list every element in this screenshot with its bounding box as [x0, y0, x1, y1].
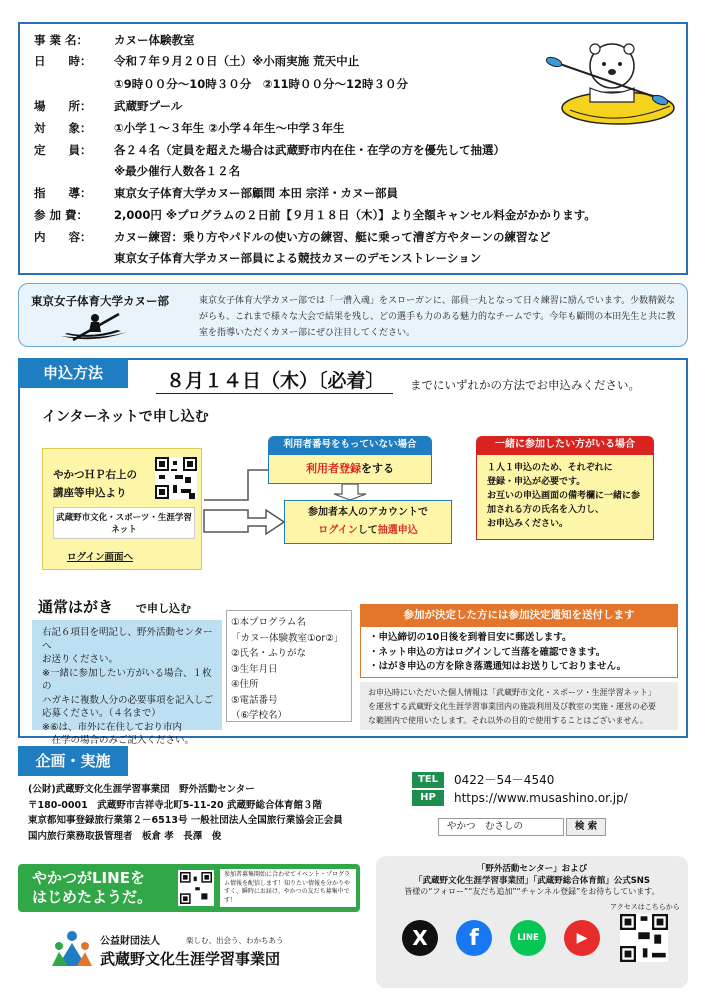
notice-line: ・ネット申込の方はログインして当落を確認できます。: [369, 646, 606, 658]
club-box: [18, 283, 688, 347]
line-banner-line2: はじめたようだ。: [32, 888, 153, 906]
privacy-line: を運営する武蔵野文化生涯学習事業団内の施設利用及び教室の実施・運営の必要: [368, 702, 656, 711]
deadline: ８月１４日（木）〔必着〕: [156, 366, 393, 394]
info-label: 指 導：: [34, 186, 92, 200]
postcard-line: ハガキに複数人分の必要事項を記入しご: [42, 694, 214, 706]
register-red: 利用者登録: [306, 462, 361, 475]
together-header: 一緒に参加したい方がいる場合: [476, 436, 654, 454]
notice-line: ・申込締切の10日後を到着目安に郵送します。: [369, 632, 572, 643]
no-id-header: 利用者番号をもっていない場合: [268, 436, 432, 454]
club-title: 東京女子体育大学カヌー部: [31, 294, 169, 308]
register-box: [268, 454, 432, 484]
privacy-line: な範囲内で使用いたします。それ以外の目的で使用することはございません。: [368, 716, 648, 725]
list-item: ④住所: [231, 679, 259, 690]
internet-heading: インターネットで申し込む: [42, 409, 209, 425]
sns-qr-code-icon[interactable]: [620, 914, 668, 962]
line-banner-line1: やかつがLINEを: [32, 869, 145, 887]
info-value: 2,000円 ※プログラムの２日前【９月１８日（木）】より全額キャンセル料金がかかります。: [114, 208, 596, 222]
info-label: 事 業 名：: [34, 33, 89, 47]
sns-line2: 「武蔵野文化生涯学習事業団」「武蔵野総合体育館」公式SNS: [413, 876, 651, 886]
info-label: 参 加 費：: [34, 208, 89, 222]
postcard-instructions: [32, 620, 222, 746]
postcard-line: お送りください。: [42, 654, 119, 665]
sns-line1: 「野外活動センター」および: [476, 864, 588, 874]
info-label: 対 象：: [34, 121, 92, 135]
apply-section-tag: 申込方法: [18, 358, 128, 388]
line-qr-code-icon[interactable]: [178, 870, 214, 906]
org-line: 東京都知事登録旅行業第２－6513号 一般社団法人全国旅行業協会正会員: [28, 815, 343, 826]
info-value: ①小学１～３年生 ②小学４年生～中学３年生: [114, 121, 345, 135]
postcard-line: ※⑥は、市外に在住しており市内: [42, 721, 182, 733]
postcard-suffix: で申し込む: [136, 602, 191, 615]
info-row: [34, 53, 359, 69]
list-item: 「カヌー体験教室①or②」: [231, 632, 344, 644]
foundation-label: 公益財団法人: [100, 936, 160, 947]
info-value: 令和７年９月２０日（土）※小雨実施 荒天中止: [114, 54, 360, 68]
together-line: １人１申込のため、それぞれに: [487, 463, 613, 473]
hp-tag: HP: [412, 790, 444, 806]
notice-box: [360, 626, 678, 678]
info-row: [34, 250, 481, 266]
login-red: ログイン: [318, 525, 358, 536]
facebook-icon[interactable]: f: [456, 920, 492, 956]
info-row: [34, 142, 505, 158]
list-item: ①本プログラム名: [231, 617, 306, 628]
info-value: 武蔵野プール: [114, 99, 183, 113]
info-row: [34, 185, 398, 201]
line-banner-text: [32, 869, 152, 907]
org-line: 〒180-0001 武蔵野市吉祥寺北町5-11-20 武蔵野総合体育館３階: [28, 799, 322, 811]
yakatsu-line1: やかつＨＰ右上の: [53, 469, 137, 481]
youtube-icon[interactable]: ▶: [564, 920, 600, 956]
info-row: [34, 98, 182, 114]
postcard-line: 在学の場合のみご記入ください。: [42, 735, 195, 746]
postcard-line: 応募ください。（４名まで）: [42, 708, 161, 719]
register-rest: をする: [361, 462, 394, 475]
privacy-notice: [360, 682, 678, 730]
info-value: ※最少催行人数各１２名: [114, 164, 241, 178]
login-apply-box: [284, 500, 452, 544]
foundation-logo-icon: [50, 928, 94, 968]
org-line: 国内旅行業務取扱管理者 板倉 孝 長澤 俊: [28, 830, 222, 842]
application-box: [18, 358, 688, 746]
login-mid: して: [357, 525, 378, 536]
yakatsu-hp-box: [42, 448, 202, 570]
info-label: 日 時：: [34, 54, 92, 68]
tel-tag: TEL: [412, 772, 444, 788]
postcard-line: ※一緒に参加したい方がいる場合、１枚の: [42, 667, 212, 692]
info-value: 東京女子体育大学カヌー部顧問 本田 宗洋・カヌー部員: [114, 186, 399, 200]
info-value: カヌー練習：乗り方やパドルの使い方の練習、艇に乗って漕ぎ方やターンの練習など: [114, 230, 551, 244]
list-item: ⑤電話番号: [231, 694, 278, 706]
info-row: [34, 229, 551, 245]
lottery-red: 抽選申込: [377, 525, 418, 536]
info-value: 東京女子体育大学カヌー部員による競技カヌーのデモンストレーション: [114, 251, 482, 265]
club-description: 東京女子体育大学カヌー部では「一漕入魂」をスローガンに、部員一丸となって日々練習に励んでいます。少数精鋭ながらも、これまで様々な大会で結果を残し、どの選手も力のある魅力的なチームです。今年も顧問の本田先生と共に教室を指導いただくカヌー部にぜひ注目してください。: [199, 296, 676, 338]
org-info: [28, 782, 343, 844]
info-row: [34, 120, 344, 136]
list-item: ③生年月日: [231, 663, 278, 675]
together-line: 加される方の氏名を入力し、: [487, 505, 605, 515]
together-line: お申込みください。: [487, 519, 569, 529]
notice-line: ・はがき申込の方を除き落選通知はお送りしておりません。: [369, 661, 627, 672]
postcard-heading: 通常はがき: [38, 598, 114, 616]
postcard-items-list: [226, 610, 352, 722]
otter-kayak-illustration: [540, 32, 680, 132]
line-icon[interactable]: LINE: [510, 920, 546, 956]
info-label: 定 員：: [34, 143, 92, 157]
notice-header: 参加が決定した方には参加決定通知を送付します: [360, 604, 678, 626]
together-line: 登録・申込が必要です。: [487, 477, 586, 487]
sns-box: [376, 856, 688, 988]
search-input[interactable]: やかつ むさしの: [438, 818, 564, 836]
list-item: ②氏名・ふりがな: [231, 648, 307, 659]
privacy-line: お申込時にいただいた個人情報は「武蔵野市文化・スポーツ・生涯学習ネット」: [368, 688, 656, 697]
sns-access-label: アクセスはこちらから: [610, 903, 680, 911]
login-link[interactable]: ログイン画面へ: [67, 552, 134, 563]
phone-number: 0422－54－4540: [454, 773, 555, 787]
info-row: [34, 76, 408, 92]
line-description: 参加者募集開始に合わせてイベント・プログラム情報を配信します！知りたい情報を分かりやすく、瞬時にお届け。やかつの友だち募集中です！: [220, 869, 356, 907]
line-banner: [18, 864, 360, 912]
info-label: 内 容：: [34, 230, 92, 244]
together-box: [476, 454, 654, 540]
foundation-tagline: 楽しむ、出会う、わかちあう: [186, 936, 284, 945]
info-row: [34, 207, 596, 223]
together-line: お互いの申込画面の備考欄に一緒に参: [487, 491, 641, 501]
info-row: [34, 163, 240, 179]
org-line: (公財)武蔵野文化生涯学習事業団 野外活動センター: [28, 784, 255, 795]
x-icon[interactable]: X: [402, 920, 438, 956]
info-row: [34, 32, 195, 48]
list-item: （⑥学校名）: [231, 710, 288, 721]
kayak-silhouette-icon: [59, 310, 129, 344]
info-value: ①9時００分～10時３０分 ②11時００分～12時３０分: [114, 77, 408, 91]
org-section-tag: 企画・実施: [18, 746, 128, 776]
info-value: カヌー体験教室: [114, 33, 195, 47]
foundation-name: 武蔵野文化生涯学習事業団: [100, 950, 281, 968]
event-info-box: [18, 22, 688, 275]
deadline-suffix: までにいずれかの方法でお申込みください。: [410, 378, 640, 392]
search-button[interactable]: 検 索: [566, 818, 606, 836]
login-line1: 参加者本人のアカウントで: [308, 507, 428, 518]
qr-code-icon[interactable]: [155, 457, 197, 499]
info-label: 場 所：: [34, 99, 92, 113]
yakatsu-line2: 講座等申込より: [53, 487, 127, 499]
postcard-line: 右記６項目を明記し、野外活動センターへ: [42, 627, 213, 652]
sns-line3: 皆様の“フォロー”“友だち追加”“チャンネル登録”をお待ちしています。: [404, 887, 660, 896]
homepage-link[interactable]: https://www.musashino.or.jp/: [454, 791, 628, 805]
yakatsu-site-logo: 武蔵野市文化・スポーツ・生涯学習ネット: [53, 507, 195, 539]
info-value: 各２４名（定員を超えた場合は武蔵野市内在住・在学の方を優先して抽選）: [114, 143, 505, 157]
